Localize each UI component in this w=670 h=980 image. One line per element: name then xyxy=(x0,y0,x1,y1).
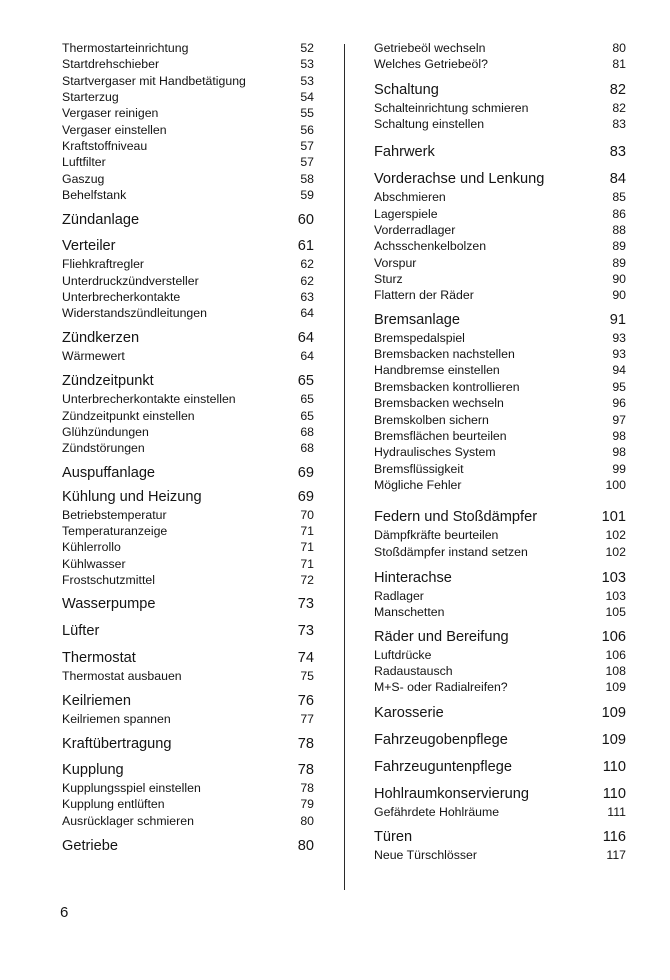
toc-entry xyxy=(374,477,626,493)
toc-page-number: 117 xyxy=(606,847,626,862)
toc-entry xyxy=(62,122,314,138)
toc-entry-title: Zündkerzen xyxy=(62,329,140,346)
toc-entry xyxy=(62,796,314,812)
toc-page-number: 71 xyxy=(300,523,314,538)
toc-entry-title: Radaustausch xyxy=(374,663,453,678)
toc-section-heading xyxy=(374,143,626,162)
toc-page-number: 110 xyxy=(602,785,626,802)
toc-section-heading xyxy=(62,464,314,483)
toc-page-number: 95 xyxy=(612,379,626,394)
toc-entry-title: Kupplung entlüften xyxy=(62,797,165,812)
toc-entry-title: Türen xyxy=(374,828,413,845)
toc-entry-title: Keilriemen xyxy=(62,692,131,709)
toc-page-number: 71 xyxy=(300,540,314,555)
toc-page-number: 65 xyxy=(300,408,314,423)
toc-page-number: 98 xyxy=(612,428,626,443)
toc-page-number: 103 xyxy=(605,588,626,603)
toc-entry-title: Handbremse einstellen xyxy=(374,363,500,378)
toc-entry-title: Kraftstoffniveau xyxy=(62,139,148,154)
toc-entry xyxy=(62,187,314,203)
toc-entry-title: Fahrwerk xyxy=(374,144,435,161)
toc-section-heading xyxy=(374,758,626,777)
toc-entry-title: Vorspur xyxy=(374,255,417,270)
toc-entry-title: Sturz xyxy=(374,272,403,287)
toc-page-number: 90 xyxy=(612,288,626,303)
toc-entry xyxy=(374,647,626,663)
toc-entry-title: Wärmewert xyxy=(62,348,125,363)
toc-entry xyxy=(374,287,626,303)
toc-page-number: 73 xyxy=(297,623,314,640)
toc-entry-title: Fahrzeugobenpflege xyxy=(374,731,508,748)
toc-entry-title: Keilriemen spannen xyxy=(62,711,171,726)
toc-section-heading xyxy=(374,731,626,750)
toc-entry-title: Schaltung xyxy=(374,81,439,98)
toc-entry xyxy=(374,663,626,679)
toc-page-number: 91 xyxy=(609,311,626,328)
toc-page-number: 65 xyxy=(300,392,314,407)
toc-page-number: 116 xyxy=(602,828,626,845)
toc-entry xyxy=(62,256,314,272)
toc-entry-title: Widerstandszündleitungen xyxy=(62,306,207,321)
toc-page-number: 64 xyxy=(300,306,314,321)
toc-entry xyxy=(62,40,314,56)
toc-entry-title: Gaszug xyxy=(62,171,105,186)
toc-left-column xyxy=(62,40,314,856)
toc-entry-title: Luftfilter xyxy=(62,155,106,170)
toc-entry xyxy=(62,539,314,555)
toc-page-number: 99 xyxy=(612,461,626,476)
toc-entry xyxy=(374,40,626,56)
toc-page-number: 103 xyxy=(601,569,626,586)
toc-entry-title: Vorderradlager xyxy=(374,223,456,238)
toc-entry xyxy=(374,444,626,460)
toc-entry-title: Lüfter xyxy=(62,623,100,640)
toc-entry-title: Welches Getriebeöl? xyxy=(374,57,488,72)
toc-section-heading xyxy=(62,837,314,856)
toc-page-number: 59 xyxy=(300,188,314,203)
toc-page-number: 84 xyxy=(609,171,626,188)
toc-page-number: 68 xyxy=(300,441,314,456)
toc-entry xyxy=(374,100,626,116)
toc-section-heading xyxy=(374,628,626,647)
toc-page-number: 90 xyxy=(612,272,626,287)
toc-page-number: 64 xyxy=(300,348,314,363)
toc-entry-title: Temperaturanzeige xyxy=(62,523,168,538)
toc-page-number: 53 xyxy=(300,73,314,88)
toc-page-number: 106 xyxy=(601,628,626,645)
toc-section-heading xyxy=(62,211,314,230)
toc-entry-title: Räder und Bereifung xyxy=(374,628,509,645)
toc-section-heading xyxy=(374,311,626,330)
toc-section-heading xyxy=(62,735,314,754)
toc-entry xyxy=(62,154,314,170)
toc-page-number: 86 xyxy=(612,206,626,221)
toc-entry-title: Unterbrecherkontakte einstellen xyxy=(62,392,236,407)
toc-entry-title: Thermostat ausbauen xyxy=(62,669,182,684)
toc-page-number: 63 xyxy=(300,290,314,305)
toc-section-heading xyxy=(62,692,314,711)
toc-section-heading xyxy=(374,81,626,100)
toc-entry-title: Zündzeitpunkt xyxy=(62,373,154,390)
toc-page-number: 69 xyxy=(297,464,314,481)
toc-section-heading xyxy=(374,704,626,723)
toc-entry xyxy=(374,189,626,205)
toc-entry xyxy=(62,711,314,727)
page-number: 6 xyxy=(60,904,69,921)
toc-entry xyxy=(374,461,626,477)
toc-entry xyxy=(62,440,314,456)
toc-entry xyxy=(374,255,626,271)
toc-page-number: 53 xyxy=(300,57,314,72)
toc-page-number: 78 xyxy=(300,780,314,795)
toc-entry xyxy=(62,523,314,539)
toc-entry-title: Unterdruckzündversteller xyxy=(62,273,199,288)
toc-entry xyxy=(62,780,314,796)
toc-entry-title: Kupplungsspiel einstellen xyxy=(62,780,201,795)
toc-entry-title: Fahrzeuguntenpflege xyxy=(374,758,512,775)
toc-entry xyxy=(374,379,626,395)
toc-section-heading xyxy=(62,488,314,507)
toc-entry xyxy=(374,116,626,132)
toc-page-number: 76 xyxy=(297,692,314,709)
toc-page-number: 101 xyxy=(601,509,626,526)
toc-section-heading xyxy=(374,508,626,527)
toc-page-number: 55 xyxy=(300,106,314,121)
toc-entry xyxy=(374,346,626,362)
toc-entry xyxy=(374,412,626,428)
toc-entry-title: Fliehkraftregler xyxy=(62,257,145,272)
toc-page-number: 72 xyxy=(300,572,314,587)
toc-entry-title: Schaltung einstellen xyxy=(374,117,485,132)
toc-entry-title: Manschetten xyxy=(374,605,445,620)
toc-page-number: 56 xyxy=(300,122,314,137)
toc-entry xyxy=(374,330,626,346)
toc-entry-title: Bremsflächen beurteilen xyxy=(374,428,507,443)
toc-page-number: 109 xyxy=(605,680,626,695)
toc-entry-title: Getriebeöl wechseln xyxy=(374,41,486,55)
toc-entry-title: Bremspedalspiel xyxy=(374,330,465,345)
toc-page-number: 82 xyxy=(612,100,626,115)
toc-page-number: 93 xyxy=(612,330,626,345)
toc-section-heading xyxy=(62,622,314,641)
toc-page-number: 57 xyxy=(300,139,314,154)
toc-entry xyxy=(62,668,314,684)
toc-entry xyxy=(62,273,314,289)
toc-entry-title: Hohlraumkonservierung xyxy=(374,785,529,802)
toc-page-number: 105 xyxy=(605,605,626,620)
toc-entry-title: Neue Türschlösser xyxy=(374,847,477,862)
toc-entry-title: Bremsflüssigkeit xyxy=(374,461,464,476)
toc-entry-title: Flattern der Räder xyxy=(374,288,474,303)
toc-entry-title: Vorderachse und Lenkung xyxy=(374,171,545,188)
toc-page-number: 111 xyxy=(607,804,626,819)
toc-entry-title: Wasserpumpe xyxy=(62,596,156,613)
toc-entry xyxy=(62,424,314,440)
toc-entry-title: Starterzug xyxy=(62,90,119,105)
toc-entry xyxy=(374,395,626,411)
toc-page-number: 69 xyxy=(297,488,314,505)
toc-page-number: 75 xyxy=(300,669,314,684)
toc-page-number: 98 xyxy=(612,445,626,460)
toc-section-heading xyxy=(62,237,314,256)
toc-page-number: 79 xyxy=(300,797,314,812)
toc-entry xyxy=(374,206,626,222)
toc-entry-title: Kraftübertragung xyxy=(62,735,172,752)
toc-entry-title: Unterbrecherkontakte xyxy=(62,290,181,305)
toc-page-number: 71 xyxy=(300,556,314,571)
toc-page-number: 102 xyxy=(605,544,626,559)
toc-entry xyxy=(374,804,626,820)
toc-entry xyxy=(62,73,314,89)
toc-entry-title: Karosserie xyxy=(374,704,444,721)
toc-entry-title: Bremsbacken nachstellen xyxy=(374,347,515,362)
toc-page-number: 61 xyxy=(297,238,314,255)
toc-page-number: 74 xyxy=(297,650,314,667)
toc-page-number: 97 xyxy=(612,412,626,427)
toc-entry-title: Hinterachse xyxy=(374,569,452,586)
toc-entry xyxy=(374,428,626,444)
toc-page-number: 89 xyxy=(612,239,626,254)
toc-entry-title: Dämpfkräfte beurteilen xyxy=(374,528,499,543)
toc-page-number: 81 xyxy=(612,57,626,72)
toc-entry-title: Betriebstemperatur xyxy=(62,507,167,522)
toc-entry-title: Auspuffanlage xyxy=(62,464,156,481)
toc-entry xyxy=(374,56,626,72)
toc-page-number: 89 xyxy=(612,255,626,270)
toc-entry-title: Schalteinrichtung schmieren xyxy=(374,100,529,115)
toc-entry-title: Kühlung und Heizung xyxy=(62,488,202,505)
toc-page-number: 102 xyxy=(605,528,626,543)
toc-section-heading xyxy=(62,761,314,780)
toc-entry xyxy=(62,89,314,105)
toc-section-heading xyxy=(374,170,626,189)
toc-page-number: 64 xyxy=(297,329,314,346)
toc-entry-title: Frostschutzmittel xyxy=(62,572,155,587)
toc-entry xyxy=(62,556,314,572)
toc-section-heading xyxy=(374,569,626,588)
toc-section-heading xyxy=(374,785,626,804)
toc-entry xyxy=(62,105,314,121)
toc-page-number: 110 xyxy=(602,758,626,775)
toc-page-number: 85 xyxy=(612,190,626,205)
toc-page-number: 100 xyxy=(605,477,626,492)
toc-entry xyxy=(374,527,626,543)
toc-entry-title: Verteiler xyxy=(62,238,116,255)
toc-page-number: 82 xyxy=(609,81,626,98)
toc-entry-title: Kupplung xyxy=(62,761,124,778)
toc-entry-title: Bremskolben sichern xyxy=(374,412,489,427)
toc-entry xyxy=(62,56,314,72)
toc-page-number: 52 xyxy=(300,41,314,55)
toc-page-number: 68 xyxy=(300,424,314,439)
toc-page-number: 109 xyxy=(601,731,626,748)
toc-entry xyxy=(62,289,314,305)
toc-entry xyxy=(374,238,626,254)
toc-page-number: 62 xyxy=(300,273,314,288)
toc-entry xyxy=(62,348,314,364)
toc-entry-title: Achsschenkelbolzen xyxy=(374,239,487,254)
toc-page-number: 109 xyxy=(601,704,626,721)
toc-page-number: 77 xyxy=(300,711,314,726)
toc-entry xyxy=(62,305,314,321)
toc-entry-title: Startdrehschieber xyxy=(62,57,160,72)
toc-entry xyxy=(374,679,626,695)
toc-page-number: 94 xyxy=(612,363,626,378)
toc-entry-title: Stoßdämpfer instand setzen xyxy=(374,544,528,559)
toc-entry-title: Kühlwasser xyxy=(62,556,126,571)
toc-entry-title: Bremsbacken wechseln xyxy=(374,396,504,411)
toc-page-number: 96 xyxy=(612,396,626,411)
toc-entry-title: Vergaser einstellen xyxy=(62,122,167,137)
column-divider xyxy=(344,44,345,890)
toc-page-number: 88 xyxy=(612,223,626,238)
toc-entry-title: Glühzündungen xyxy=(62,424,149,439)
toc-page-number: 62 xyxy=(300,257,314,272)
toc-entry-title: Hydraulisches System xyxy=(374,445,496,460)
toc-entry-title: Kühlerrollo xyxy=(62,540,121,555)
toc-entry-title: Zündanlage xyxy=(62,212,140,229)
toc-entry-title: Zündstörungen xyxy=(62,441,145,456)
toc-entry-title: Mögliche Fehler xyxy=(374,477,462,492)
toc-entry xyxy=(374,847,626,863)
toc-entry-title: Bremsanlage xyxy=(374,311,460,328)
toc-entry-title: Abschmieren xyxy=(374,190,446,205)
toc-page-number: 80 xyxy=(297,837,314,854)
toc-entry-title: Gefährdete Hohlräume xyxy=(374,804,500,819)
toc-entry xyxy=(62,507,314,523)
toc-page-number: 57 xyxy=(300,155,314,170)
toc-page-number: 70 xyxy=(300,507,314,522)
toc-section-heading xyxy=(62,372,314,391)
toc-entry-title: Lagerspiele xyxy=(374,206,438,221)
toc-section-heading xyxy=(62,595,314,614)
toc-page-number: 65 xyxy=(297,373,314,390)
toc-section-heading xyxy=(62,649,314,668)
toc-page-number: 83 xyxy=(609,144,626,161)
toc-section-heading xyxy=(62,329,314,348)
toc-page-number: 80 xyxy=(612,41,626,55)
toc-entry-title: Bremsbacken kontrollieren xyxy=(374,379,520,394)
toc-entry-title: Startvergaser mit Handbetätigung xyxy=(62,73,246,88)
toc-entry xyxy=(374,588,626,604)
toc-entry-title: Behelfstank xyxy=(62,188,127,203)
toc-entry-title: Vergaser reinigen xyxy=(62,106,159,121)
toc-entry-title: Federn und Stoßdämpfer xyxy=(374,509,538,526)
toc-entry xyxy=(374,271,626,287)
toc-entry xyxy=(62,813,314,829)
toc-page-number: 106 xyxy=(605,647,626,662)
toc-page-number: 83 xyxy=(612,117,626,132)
toc-entry-title: Getriebe xyxy=(62,837,118,854)
toc-page-number: 93 xyxy=(612,347,626,362)
toc-right-column xyxy=(374,40,626,863)
toc-entry xyxy=(374,362,626,378)
toc-entry-title: Thermostarteinrichtung xyxy=(62,41,189,55)
toc-entry xyxy=(62,171,314,187)
toc-entry xyxy=(62,572,314,588)
toc-section-heading xyxy=(374,828,626,847)
toc-page-number: 60 xyxy=(297,212,314,229)
toc-entry xyxy=(374,222,626,238)
toc-entry-title: Thermostat xyxy=(62,650,136,667)
toc-page-number: 108 xyxy=(605,663,626,678)
toc-entry-title: Luftdrücke xyxy=(374,647,432,662)
toc-entry xyxy=(374,604,626,620)
toc-entry xyxy=(62,391,314,407)
toc-entry xyxy=(374,544,626,560)
toc-entry-title: M+S- oder Radialreifen? xyxy=(374,680,508,695)
toc-page-number: 54 xyxy=(300,90,314,105)
toc-entry xyxy=(62,408,314,424)
toc-entry xyxy=(62,138,314,154)
toc-entry-title: Zündzeitpunkt einstellen xyxy=(62,408,195,423)
toc-page-number: 78 xyxy=(297,735,314,752)
toc-page-number: 78 xyxy=(297,761,314,778)
toc-page-number: 73 xyxy=(297,596,314,613)
toc-entry-title: Radlager xyxy=(374,588,424,603)
toc-page-number: 58 xyxy=(300,171,314,186)
toc-page-number: 80 xyxy=(300,813,314,828)
toc-entry-title: Ausrücklager schmieren xyxy=(62,813,194,828)
